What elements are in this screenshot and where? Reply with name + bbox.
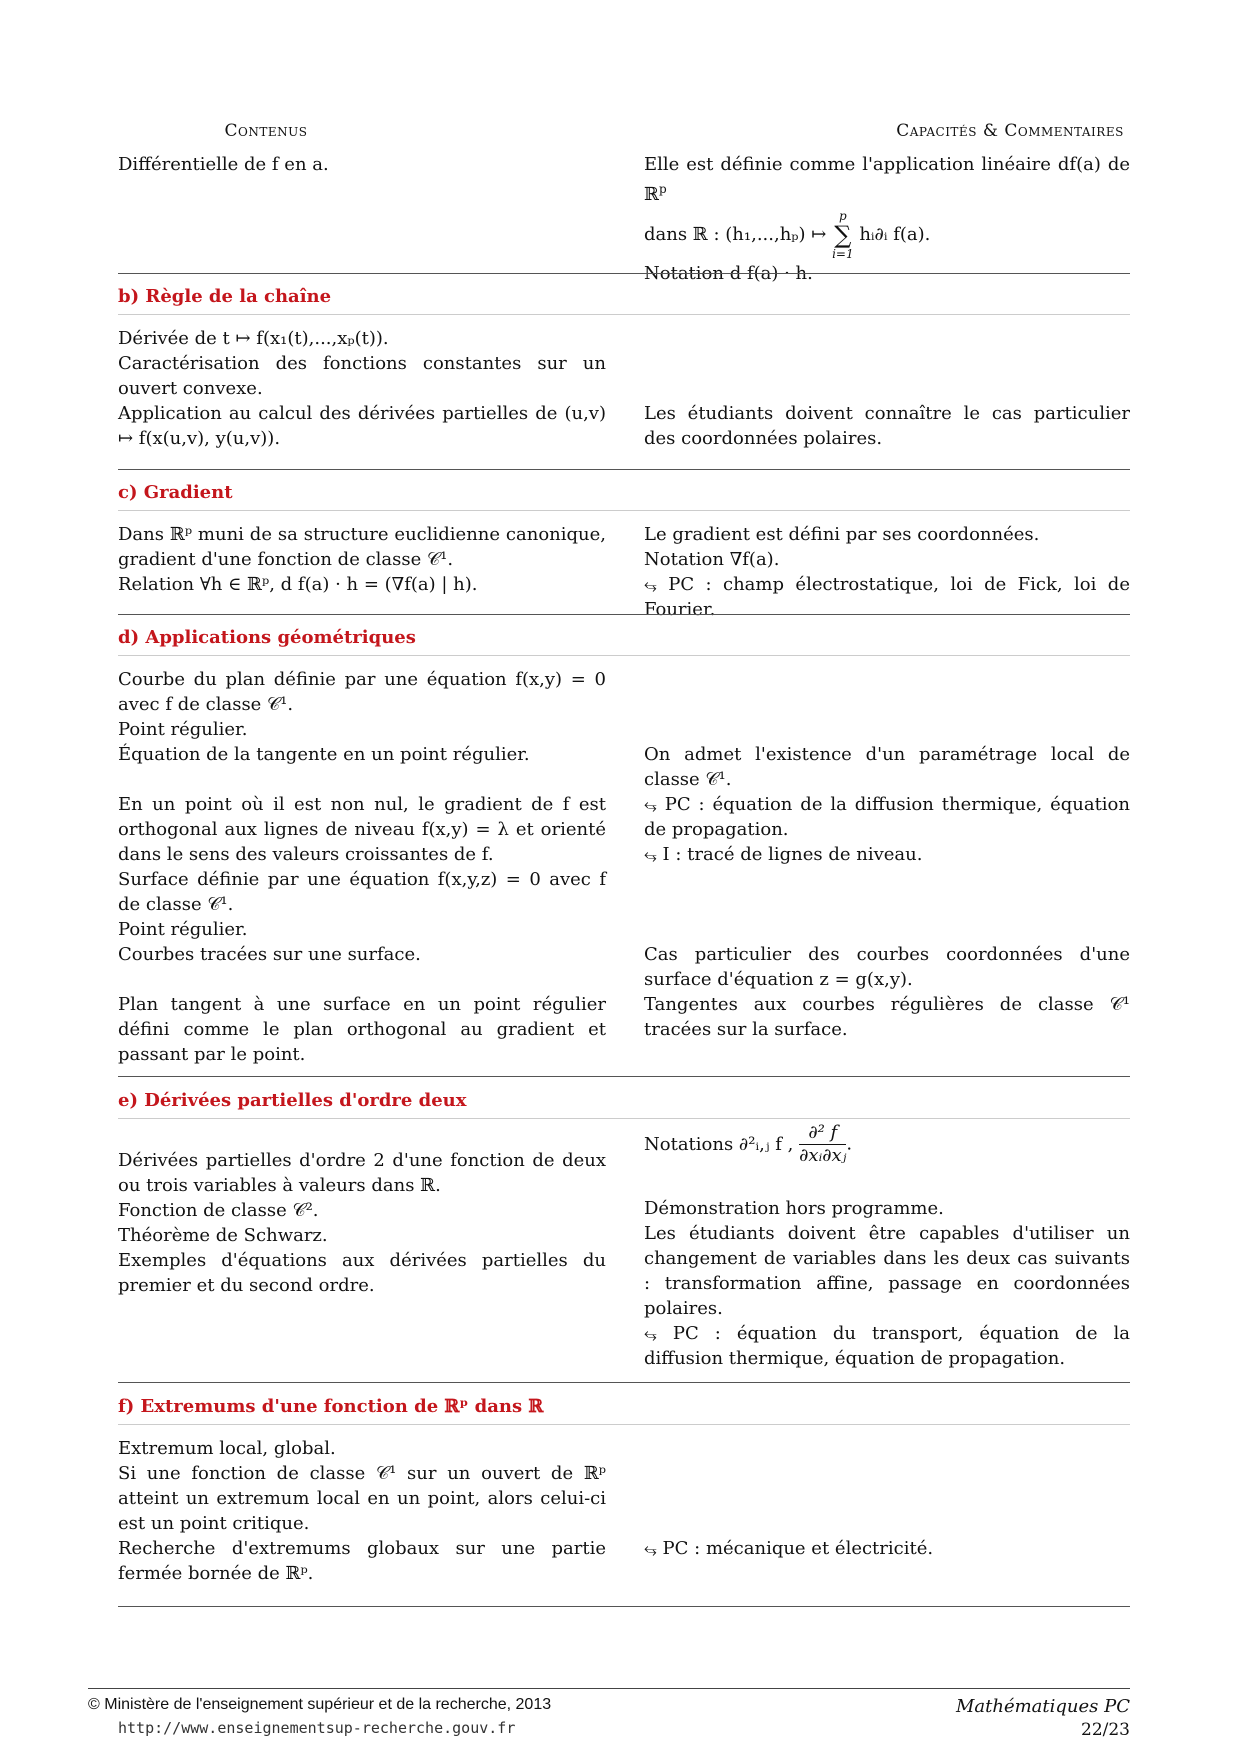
header-contenus: Contenus	[224, 121, 308, 141]
section-d-right	[644, 742, 1130, 1042]
f-right-1-text: PC : mécanique et électricité.	[662, 1538, 934, 1559]
e-left-2: Fonction de classe 𝒞².	[118, 1200, 319, 1221]
e-left-4: Exemples d'équations aux dérivées partielles du premier et du second ordre.	[118, 1250, 606, 1296]
link-icon: ⥃	[644, 1324, 657, 1343]
intro-right-text-1: Elle est définie comme l'application linéaire d	[644, 154, 1070, 175]
rule-b-top	[118, 273, 1130, 274]
e-right-2: Démonstration hors programme.	[644, 1198, 944, 1219]
rule-c-bottom	[118, 510, 1130, 511]
c-left-1: Dans ℝᵖ muni de sa structure euclidienne canonique, gradient d'une fonction de classe 𝒞¹.	[118, 524, 606, 570]
d-left-1: Courbe du plan définie par une équation f(x,y) = 0 avec f de classe 𝒞¹.	[118, 669, 606, 715]
e-right-3: Les étudiants doivent être capables d'utiliser un changement de variables dans les deux cas suivants : transformation affine, passage en coordonnées polaires.	[644, 1223, 1130, 1319]
c-right-2: Notation ∇f(a).	[644, 549, 780, 570]
footer-page-number: 22/23	[1081, 1720, 1130, 1740]
rule-b-bottom	[118, 314, 1130, 315]
intro-left: Différentielle de f en a.	[118, 154, 329, 175]
fraction-denominator: ∂xᵢ∂xⱼ	[799, 1145, 847, 1166]
d-right-2	[644, 792, 1130, 842]
footer-subject: Mathématiques PC	[955, 1696, 1130, 1717]
d-left-8: Plan tangent à une surface en un point régulier défini comme le plan orthogonal au gradient et passant par le point.	[118, 994, 606, 1065]
c-right-3-text: PC : champ électrostatique, loi de Fick, loi de Fourier.	[644, 574, 1130, 620]
e-right-1-text: Notations ∂²ᵢ,ⱼ f ,	[644, 1134, 794, 1155]
f-left-2: Si une fonction de classe 𝒞¹ sur un ouvert de ℝᵖ atteint un extremum local en un point, alors celui-ci est un point critique.	[118, 1463, 606, 1534]
f-left-1: Extremum local, global.	[118, 1438, 336, 1459]
rule-f-bottom	[118, 1424, 1130, 1425]
footer-rule	[88, 1688, 1130, 1689]
rule-c-top	[118, 469, 1130, 470]
d-left-2: Point régulier.	[118, 719, 248, 740]
section-d-title: d) Applications géométriques	[118, 627, 416, 648]
d-right-5: Tangentes aux courbes régulières de classe 𝒞¹ tracées sur la surface.	[644, 994, 1130, 1040]
section-e-right	[644, 1122, 1130, 1371]
d-left-4: En un point où il est non nul, le gradient de f est orthogonal aux lignes de niveau f(x,y) = λ et orienté dans le sens des valeurs croissantes de f.	[118, 794, 606, 865]
rule-e-top	[118, 1076, 1130, 1077]
d-right-2-text: PC : équation de la diffusion thermique, équation de propagation.	[644, 794, 1130, 840]
fraction-numerator: ∂² f	[799, 1122, 846, 1145]
fraction	[799, 1122, 846, 1167]
d-left-7: Courbes tracées sur une surface.	[118, 944, 421, 965]
b-left-2: Caractérisation des fonctions constantes sur un ouvert convexe.	[118, 353, 606, 399]
e-right-1: Notations ∂²ᵢ,ⱼ f , $\frac{\text{∂² f}}{\text{∂xᵢ∂xⱼ}}$ .	[644, 1122, 853, 1166]
intro-right-text-2b: hᵢ∂ᵢ f(a).	[859, 224, 931, 245]
intro-right-text-1b: f(a) de ℝ	[644, 154, 1130, 205]
section-d-left	[118, 667, 606, 1067]
section-b-left	[118, 326, 606, 451]
d-right-4: Cas particulier des courbes coordonnées d'une surface d'équation z = g(x,y).	[644, 944, 1130, 990]
d-left-5: Surface définie par une équation f(x,y,z) = 0 avec f de classe 𝒞¹.	[118, 869, 606, 915]
section-f-right	[644, 1536, 1130, 1561]
link-icon: ⥃	[644, 845, 657, 864]
footer-url-link[interactable]: http://www.enseignementsup-recherche.gouv.fr	[118, 1719, 516, 1737]
f-left-3: Recherche d'extremums globaux sur une partie fermée bornée de ℝᵖ.	[118, 1538, 606, 1584]
f-right-1	[644, 1536, 1130, 1561]
section-c-right	[644, 522, 1130, 622]
intro-right: Elle est définie comme l'application linéaire df(a) de ℝ$^p$ dans ℝ : (h₁,...,hₚ) ↦ p ∑ i=1 hᵢ∂ᵢ f(a). Notation d f(a) · h.	[644, 154, 1130, 284]
d-left-3: Équation de la tangente en un point régulier.	[118, 744, 530, 765]
header-capacites: Capacités & Commentaires	[896, 121, 1124, 141]
intro-right-text-2: dans ℝ : (h₁,...,hₚ) ↦	[644, 224, 827, 245]
d-left-6: Point régulier.	[118, 919, 248, 940]
section-c-title: c) Gradient	[118, 482, 233, 503]
e-right-4-text: PC : équation du transport, équation de la diffusion thermique, équation de propagation.	[644, 1323, 1130, 1369]
e-left-3: Théorème de Schwarz.	[118, 1225, 328, 1246]
section-f-left	[118, 1436, 606, 1586]
d-right-1: On admet l'existence d'un paramétrage local de classe 𝒞¹.	[644, 744, 1130, 790]
b-left-3: Application au calcul des dérivées partielles de (u,v) ↦ f(x(u,v), y(u,v)).	[118, 403, 606, 449]
b-left-1: Dérivée de t ↦ f(x₁(t),...,xₚ(t)).	[118, 328, 389, 349]
e-right-4	[644, 1321, 1130, 1371]
section-e-left	[118, 1148, 606, 1298]
section-e-title: e) Dérivées partielles d'ordre deux	[118, 1090, 467, 1111]
d-right-3-text: I : tracé de lignes de niveau.	[662, 844, 923, 865]
rule-d-top	[118, 614, 1130, 615]
section-b-right	[644, 401, 1130, 451]
section-c-left	[118, 522, 606, 597]
footer-copyright: © Ministère de l'enseignement supérieur et de la recherche, 2013	[88, 1696, 552, 1713]
link-icon: ⥃	[644, 1539, 657, 1558]
intro-right-text-3: Notation d f(a) · h.	[644, 263, 813, 284]
link-icon: ⥃	[644, 575, 657, 594]
rule-d-bottom	[118, 655, 1130, 656]
link-icon: ⥃	[644, 795, 657, 814]
sum-symbol: p ∑ i=1	[832, 209, 854, 261]
c-left-2: Relation ∀h ∈ ℝᵖ, d f(a) · h = (∇f(a) | h).	[118, 574, 478, 595]
c-right-1: Le gradient est défini par ses coordonnées.	[644, 524, 1040, 545]
b-right-1: Les étudiants doivent connaître le cas particulier des coordonnées polaires.	[644, 403, 1130, 449]
d-right-3	[644, 842, 1130, 867]
e-left-1: Dérivées partielles d'ordre 2 d'une fonction de deux ou trois variables à valeurs dans ℝ.	[118, 1150, 606, 1196]
section-f-title: f) Extremums d'une fonction de ℝᵖ dans ℝ	[118, 1396, 544, 1417]
rule-f-top	[118, 1382, 1130, 1383]
rule-e-bottom	[118, 1118, 1130, 1119]
rule-end	[118, 1606, 1130, 1607]
section-b-title: b) Règle de la chaîne	[118, 286, 332, 307]
